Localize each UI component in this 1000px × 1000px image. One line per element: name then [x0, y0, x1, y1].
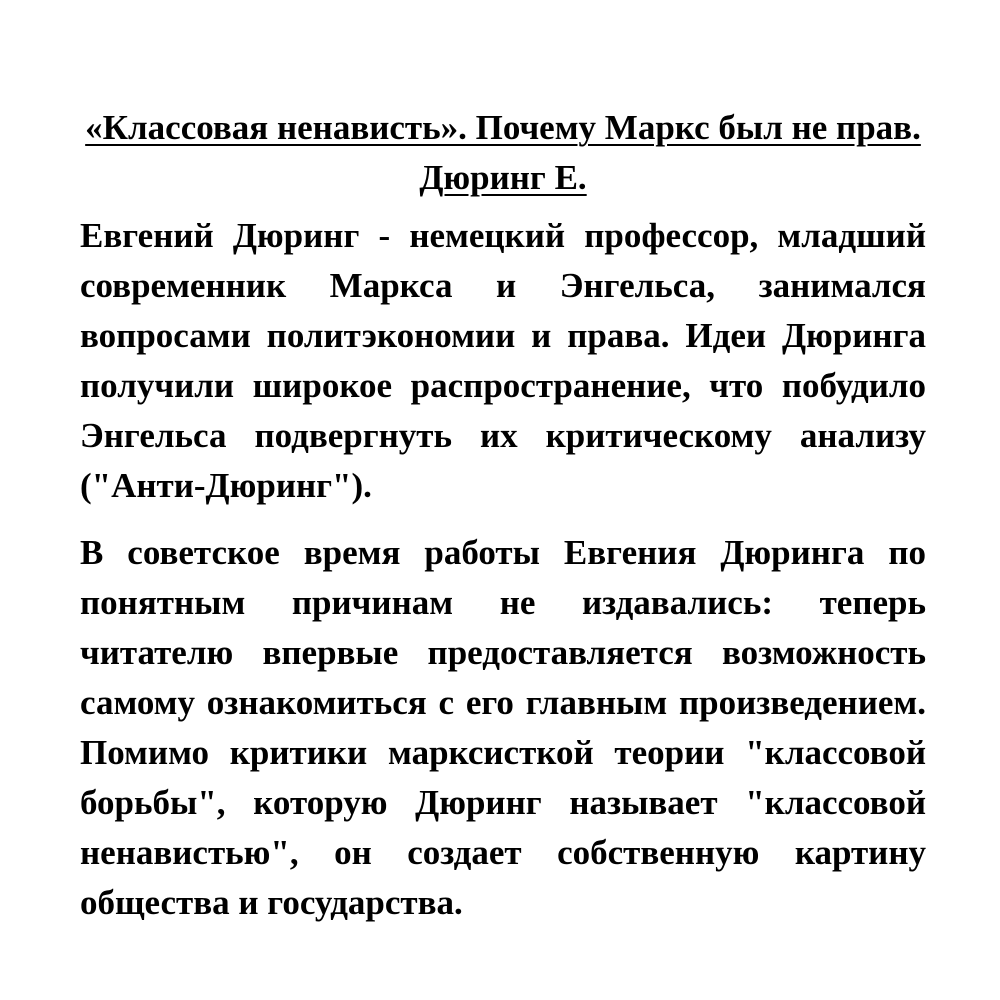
document-title: «Классовая ненависть». Почему Маркс был не прав. Дюринг Е. [85, 108, 921, 197]
paragraph-author-bio: Евгений Дюринг - немецкий профессор, младший современник Маркса и Энгельса, занимался вопросами политэкономии и права. Идеи Дюринга получили широкое распространение, что побудило Энгельса подвергнуть их критическому анализу ("Анти-Дюринг"). [80, 216, 926, 505]
document-page [80, 103, 926, 928]
paragraph-book-description: В советское время работы Евгения Дюринга по понятным причинам не издавались: теперь читателю впервые предоставляется возможность самому ознакомиться с его главным произведением. Помимо критики марксисткой теории "классовой борьбы", которую Дюринг называет "классовой ненавистью", он создает собственную картину общества и государства. [80, 533, 926, 922]
